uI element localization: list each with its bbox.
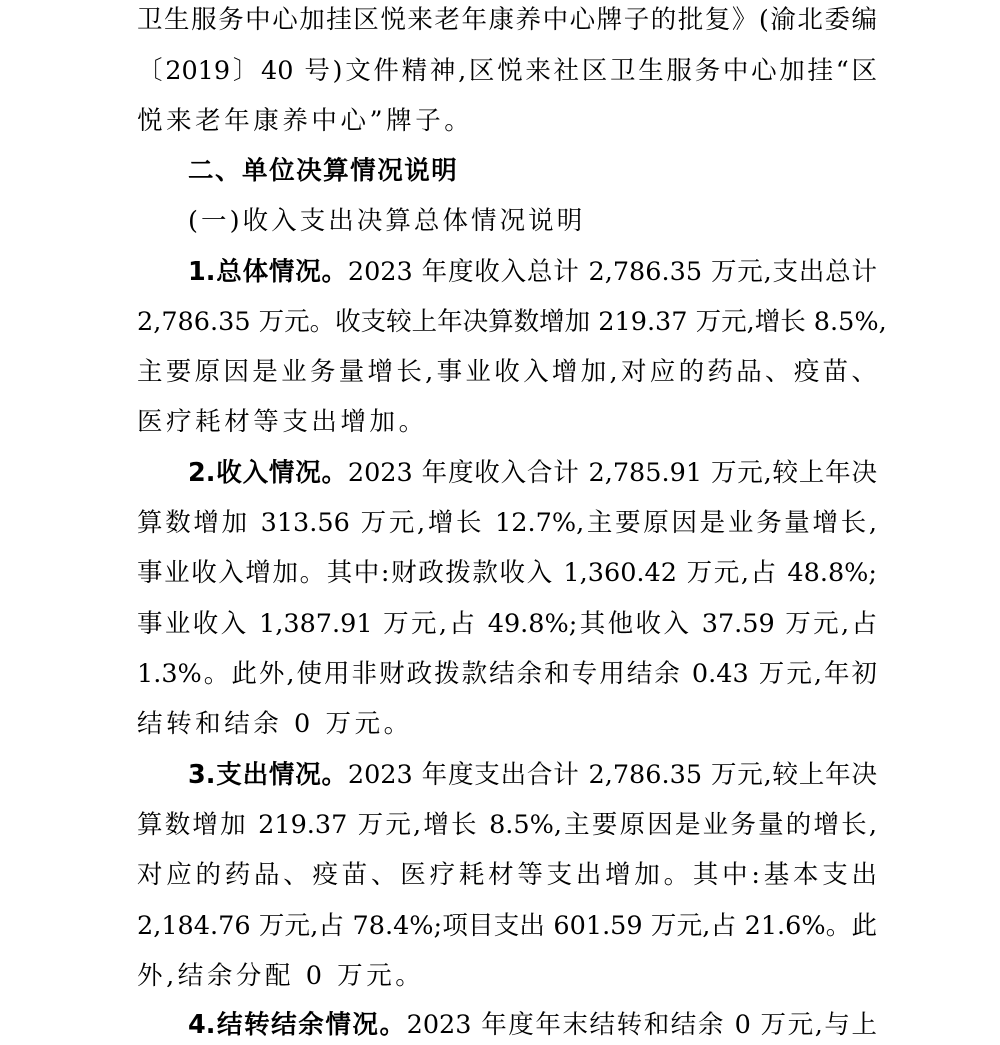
para3-line-4: 2,184.76 万元,占 78.4%;项目支出 601.59 万元,占 21.6%。此 bbox=[137, 911, 877, 941]
para3-lead: 3.支出情况。 bbox=[188, 760, 348, 790]
para1-lead: 1.总体情况。 bbox=[188, 257, 348, 287]
section-heading: 二、单位决算情况说明 bbox=[188, 156, 459, 186]
para2-line-1 bbox=[188, 453, 877, 493]
para2-line-4: 事业收入 1,387.91 万元,占 49.8%;其他收入 37.59 万元,占 bbox=[137, 609, 877, 639]
para2-line-6: 结转和结余 0 万元。 bbox=[137, 709, 413, 739]
para3-line-1 bbox=[188, 755, 877, 795]
para1-line-3: 主要原因是业务量增长,事业收入增加,对应的药品、疫苗、 bbox=[137, 357, 877, 387]
para3-line-2: 算数增加 219.37 万元,增长 8.5%,主要原因是业务量的增长, bbox=[137, 810, 877, 840]
para1-line-2: 2,786.35 万元。收支较上年决算数增加 219.37 万元,增长 8.5%, bbox=[137, 307, 887, 337]
para3-line-3: 对应的药品、疫苗、医疗耗材等支出增加。其中:基本支出 bbox=[137, 860, 877, 890]
subsection-heading: (一)收入支出决算总体情况说明 bbox=[188, 206, 586, 236]
intro-line-1: 卫生服务中心加挂区悦来老年康养中心牌子的批复》(渝北委编 bbox=[137, 5, 877, 35]
para4-lead: 4.结转结余情况。 bbox=[188, 1010, 407, 1040]
para2-line-5: 1.3%。此外,使用非财政拨款结余和专用结余 0.43 万元,年初 bbox=[137, 659, 877, 689]
para1-line-4: 医疗耗材等支出增加。 bbox=[137, 407, 428, 437]
intro-line-3: 悦来老年康养中心”牌子。 bbox=[137, 106, 474, 136]
intro-line-2: 〔2019〕40 号)文件精神,区悦来社区卫生服务中心加挂“区 bbox=[137, 56, 877, 86]
para3-line-1-text: 2023 年度支出合计 2,786.35 万元,较上年决 bbox=[347, 760, 877, 790]
para2-line-2: 算数增加 313.56 万元,增长 12.7%,主要原因是业务量增长, bbox=[137, 508, 877, 538]
para1-line-1 bbox=[188, 252, 877, 292]
para2-line-3: 事业收入增加。其中:财政拨款收入 1,360.42 万元,占 48.8%; bbox=[137, 558, 877, 588]
para2-lead: 2.收入情况。 bbox=[188, 458, 348, 488]
para1-line-1-text: 2023 年度收入总计 2,786.35 万元,支出总计 bbox=[347, 257, 877, 287]
para3-line-5: 外,结余分配 0 万元。 bbox=[137, 961, 425, 991]
para4-line-1-text: 2023 年度年末结转和结余 0 万元,与上 bbox=[406, 1010, 877, 1040]
para2-line-1-text: 2023 年度收入合计 2,785.91 万元,较上年决 bbox=[347, 458, 877, 488]
para4-line-1 bbox=[188, 1005, 877, 1045]
